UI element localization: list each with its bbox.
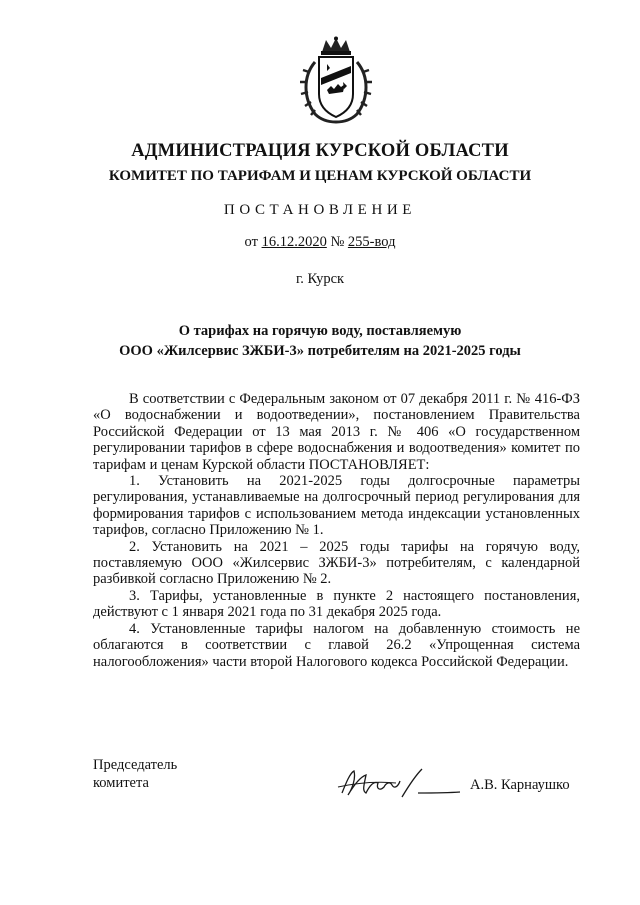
date-prefix: от xyxy=(244,234,258,250)
coat-of-arms-icon xyxy=(297,36,375,124)
item-4-paragraph: 4. Установленные тарифы налогом на добавленную стоимость не облагаются в соответствии с главой 26.2 «Упрощенная система налогообложения» части второй Налогового кодекса Российской Федерации. xyxy=(93,620,580,670)
city: г. Курск xyxy=(295,271,345,287)
document-number: 255-вод xyxy=(347,234,396,250)
date-number-line xyxy=(0,234,640,251)
number-prefix: № xyxy=(330,234,345,250)
signature-icon xyxy=(336,763,461,803)
organization-title: АДМИНИСТРАЦИЯ КУРСКОЙ ОБЛАСТИ xyxy=(131,141,509,161)
signer-position-line-1: Председатель xyxy=(93,757,178,773)
preamble-paragraph: В соответствии с Федеральным законом от 07 декабря 2011 г. № 416-ФЗ «О водоснабжении и водоотведении», постановлением Правительства Российской Федерации от 13 мая 2013 г. № 406 «О государственном регулировании тарифов в сфере водоснабжения и водоотведения» комитет по тарифам и ценам Курской области ПОСТАНОВЛЯЕТ: xyxy=(93,391,580,473)
subject-line-2: ООО «Жилсервис ЗЖБИ-3» потребителям на 2021-2025 годы xyxy=(119,343,521,359)
item-3-paragraph: 3. Тарифы, установленные в пункте 2 настоящего постановления, действуют с 1 января 2021 года по 31 декабря 2025 года. xyxy=(93,587,580,621)
document-date: 16.12.2020 xyxy=(261,234,327,250)
item-1-paragraph: 1. Установить на 2021-2025 годы долгосрочные параметры регулирования, устанавливаемые на долгосрочный период регулирования для формирования тарифов с использованием метода индексации установленных тарифов, согласно Приложению № 1. xyxy=(93,473,580,539)
committee-title: КОМИТЕТ ПО ТАРИФАМ И ЦЕНАМ КУРСКОЙ ОБЛАСТИ xyxy=(108,168,532,184)
signer-name: А.В. Карнаушко xyxy=(470,777,570,793)
signer-position-line-2: комитета xyxy=(93,775,149,791)
document-body xyxy=(93,391,580,670)
signer-position xyxy=(93,756,177,792)
document-type: ПОСТАНОВЛЕНИЕ xyxy=(223,202,417,218)
subject-line-1: О тарифах на горячую воду, поставляемую xyxy=(178,323,462,339)
document-subject xyxy=(0,321,640,361)
item-2-paragraph: 2. Установить на 2021 – 2025 годы тарифы на горячую воду, поставляемую ООО «Жилсервис ЗЖБИ-3» потребителям, с календарной разбивкой согласно Приложению № 2. xyxy=(93,538,580,588)
